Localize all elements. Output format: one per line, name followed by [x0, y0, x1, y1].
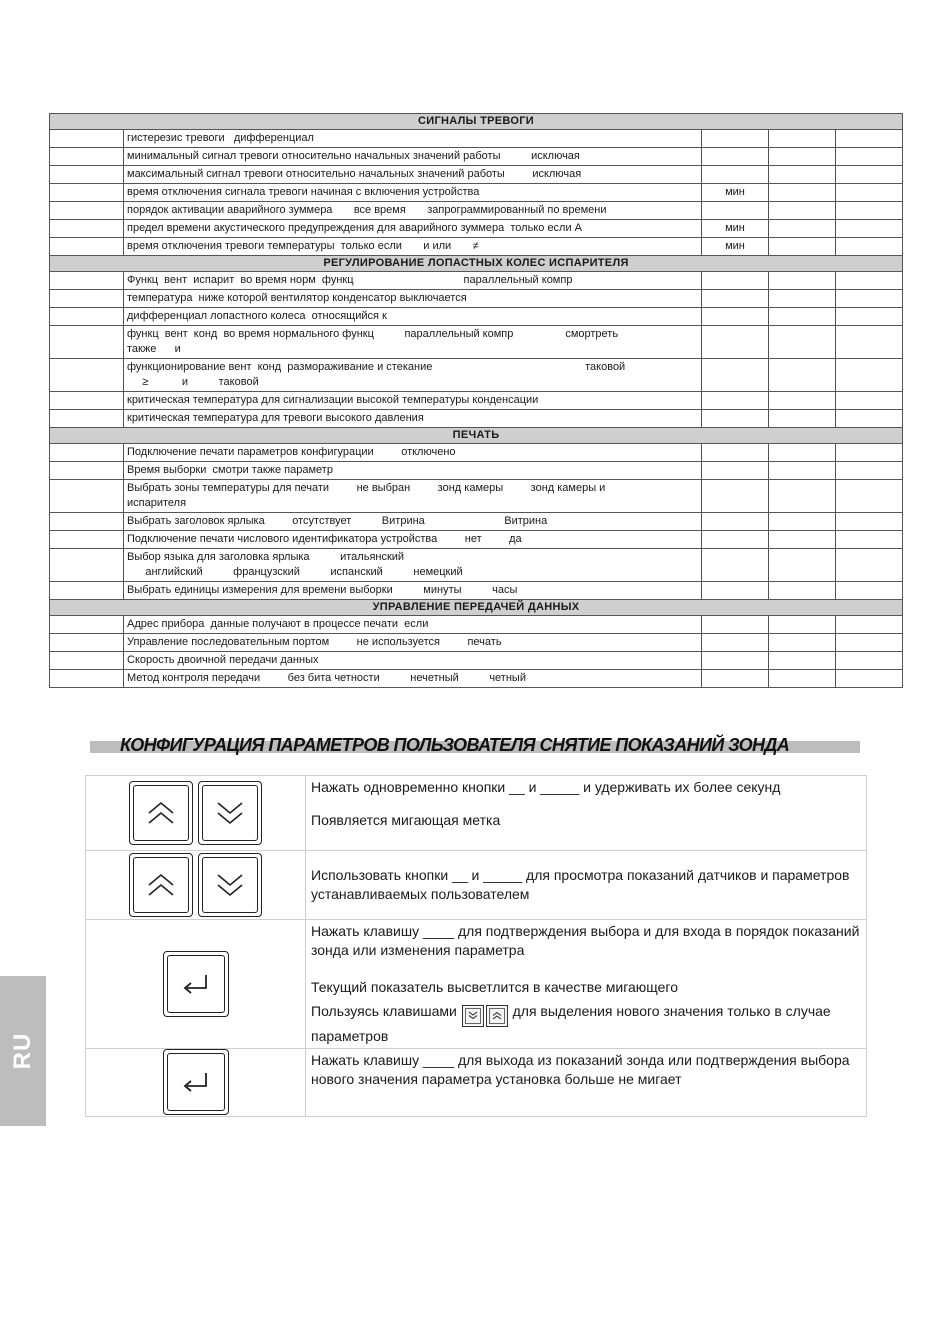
description-cell: предел времени акустического предупреждения для аварийного зуммера только если A: [124, 220, 702, 238]
code-cell: [50, 531, 124, 549]
chevron-double-down-icon: [468, 1011, 478, 1020]
unit-cell: [702, 462, 769, 480]
default-cell: [836, 308, 903, 326]
value-cell: [769, 513, 836, 531]
code-cell: [50, 272, 124, 290]
default-cell: [836, 184, 903, 202]
description-cell: Подключение печати числового идентификатора устройства нет да: [124, 531, 702, 549]
default-cell: [836, 462, 903, 480]
code-cell: [50, 549, 124, 582]
code-cell: [50, 166, 124, 184]
section-title: УПРАВЛЕНИЕ ПЕРЕДАЧЕЙ ДАННЫХ: [50, 600, 903, 616]
default-cell: [836, 410, 903, 428]
instruction-text: [306, 1048, 867, 1116]
key-cell: [86, 851, 306, 920]
default-cell: [836, 670, 903, 688]
instruction-row: [86, 1048, 867, 1116]
code-cell: [50, 652, 124, 670]
description-cell: Время выборки смотри также параметр: [124, 462, 702, 480]
code-cell: [50, 410, 124, 428]
default-cell: [836, 272, 903, 290]
chevron-double-down-icon: [215, 872, 245, 898]
enter-key-button[interactable]: [163, 951, 229, 1017]
chevron-double-up-icon: [146, 800, 176, 826]
default-cell: [836, 444, 903, 462]
description-cell: Выбрать единицы измерения для времени выборки минуты часы: [124, 582, 702, 600]
parameter-row: [50, 616, 903, 634]
enter-icon: [181, 1071, 211, 1093]
parameter-table: [49, 113, 903, 688]
default-cell: [836, 290, 903, 308]
unit-cell: [702, 148, 769, 166]
description-cell: Подключение печати параметров конфигурации отключено: [124, 444, 702, 462]
code-cell: [50, 513, 124, 531]
chevron-double-down-icon: [215, 800, 245, 826]
default-cell: [836, 582, 903, 600]
section-header-row: [50, 256, 903, 272]
instruction-line: Использовать кнопки __ и _____ для просмотра показаний датчиков и параметров устанавливаемых пользователем: [311, 867, 850, 902]
description-cell: Функц вент испарит во время норм функц параллельный компр: [124, 272, 702, 290]
description-cell: максимальный сигнал тревоги относительно начальных значений работы исключая: [124, 166, 702, 184]
unit-cell: [702, 392, 769, 410]
key-cell: [86, 776, 306, 851]
unit-cell: [702, 634, 769, 652]
instruction-row: [86, 920, 867, 1049]
parameter-row: [50, 326, 903, 359]
code-cell: [50, 444, 124, 462]
default-cell: [836, 531, 903, 549]
unit-cell: [702, 290, 769, 308]
parameter-row: [50, 392, 903, 410]
code-cell: [50, 130, 124, 148]
parameter-row: [50, 166, 903, 184]
unit-cell: [702, 513, 769, 531]
instruction-row: [86, 776, 867, 851]
value-cell: [769, 166, 836, 184]
mini-down-key: [462, 1005, 484, 1027]
value-cell: [769, 652, 836, 670]
description-cell: гистерезис тревоги дифференциал: [124, 130, 702, 148]
unit-cell: мин: [702, 220, 769, 238]
value-cell: [769, 238, 836, 256]
code-cell: [50, 634, 124, 652]
value-cell: [769, 582, 836, 600]
code-cell: [50, 359, 124, 392]
section-title: РЕГУЛИРОВАНИЕ ЛОПАСТНЫХ КОЛЕС ИСПАРИТЕЛЯ: [50, 256, 903, 272]
default-cell: [836, 130, 903, 148]
code-cell: [50, 616, 124, 634]
value-cell: [769, 634, 836, 652]
code-cell: [50, 220, 124, 238]
unit-cell: [702, 272, 769, 290]
description-cell: температура ниже которой вентилятор конденсатор выключается: [124, 290, 702, 308]
description-cell: функционирование вент конд размораживание и стекание таковой ≥ и таковой: [124, 359, 702, 392]
default-cell: [836, 392, 903, 410]
unit-cell: [702, 652, 769, 670]
section-title: ПЕЧАТЬ: [50, 428, 903, 444]
chevron-double-up-icon: [492, 1011, 502, 1020]
unit-cell: [702, 549, 769, 582]
value-cell: [769, 148, 836, 166]
instruction-text: [306, 920, 867, 1049]
instruction-row: [86, 851, 867, 920]
code-cell: [50, 290, 124, 308]
description-cell: критическая температура для сигнализации высокой температуры конденсации: [124, 392, 702, 410]
description-cell: дифференциал лопастного колеса относящийся к: [124, 308, 702, 326]
unit-cell: [702, 410, 769, 428]
up-key-button[interactable]: [129, 781, 193, 845]
value-cell: [769, 480, 836, 513]
language-label: RU: [9, 1032, 36, 1070]
parameter-row: [50, 220, 903, 238]
code-cell: [50, 392, 124, 410]
description-cell: время отключения сигнала тревоги начиная с включения устройства: [124, 184, 702, 202]
parameter-row: [50, 290, 903, 308]
code-cell: [50, 462, 124, 480]
unit-cell: мин: [702, 238, 769, 256]
unit-cell: [702, 166, 769, 184]
parameter-row: [50, 462, 903, 480]
parameter-row: [50, 444, 903, 462]
default-cell: [836, 634, 903, 652]
code-cell: [50, 202, 124, 220]
enter-icon: [181, 973, 211, 995]
parameter-row: [50, 480, 903, 513]
description-cell: минимальный сигнал тревоги относительно начальных значений работы исключая: [124, 148, 702, 166]
instruction-line: Нажать клавишу ____ для выхода из показаний зонда или подтверждения выбора нового значения параметра установка больше не мигает: [311, 1051, 850, 1087]
key-cell: [86, 1048, 306, 1116]
language-tab: [0, 976, 46, 1126]
section-title: СИГНАЛЫ ТРЕВОГИ: [50, 114, 903, 130]
enter-key-button[interactable]: [163, 1049, 229, 1115]
instruction-line: Текущий показатель высветлится в качестве мигающего: [311, 979, 679, 995]
parameter-row: [50, 513, 903, 531]
parameter-row: [50, 238, 903, 256]
code-cell: [50, 670, 124, 688]
value-cell: [769, 359, 836, 392]
description-cell: время отключения тревоги температуры только если и или ≠: [124, 238, 702, 256]
parameter-row: [50, 272, 903, 290]
description-cell: критическая температура для тревоги высокого давления: [124, 410, 702, 428]
section-heading: КОНФИГУРАЦИЯ ПАРАМЕТРОВ ПОЛЬЗОВАТЕЛЯ СНЯТИЕ ПОКАЗАНИЙ ЗОНДА: [120, 735, 790, 755]
unit-cell: [702, 444, 769, 462]
unit-cell: [702, 130, 769, 148]
code-cell: [50, 480, 124, 513]
instruction-table: [85, 775, 867, 1117]
description-cell: Метод контроля передачи без бита четности нечетный четный: [124, 670, 702, 688]
parameter-table-body: [50, 114, 903, 688]
value-cell: [769, 616, 836, 634]
default-cell: [836, 238, 903, 256]
instruction-line: [311, 1002, 860, 1046]
default-cell: [836, 202, 903, 220]
value-cell: [769, 326, 836, 359]
default-cell: [836, 549, 903, 582]
unit-cell: [702, 308, 769, 326]
parameter-row: [50, 670, 903, 688]
description-cell: Выбрать заголовок ярлыка отсутствует Витрина Витрина: [124, 513, 702, 531]
down-key-button[interactable]: [198, 853, 262, 917]
value-cell: [769, 462, 836, 480]
parameter-row: [50, 410, 903, 428]
parameter-row: [50, 549, 903, 582]
value-cell: [769, 392, 836, 410]
parameter-row: [50, 184, 903, 202]
instruction-text: [306, 776, 867, 851]
description-cell: Выбрать зоны температуры для печати не выбран зонд камеры зонд камеры и испарителя: [124, 480, 702, 513]
value-cell: [769, 670, 836, 688]
unit-cell: [702, 582, 769, 600]
value-cell: [769, 130, 836, 148]
instruction-line: Нажать одновременно кнопки __ и _____ и удерживать их более секунд: [311, 779, 781, 795]
parameter-row: [50, 308, 903, 326]
value-cell: [769, 290, 836, 308]
value-cell: [769, 549, 836, 582]
code-cell: [50, 238, 124, 256]
value-cell: [769, 202, 836, 220]
unit-cell: [702, 480, 769, 513]
value-cell: [769, 531, 836, 549]
description-cell: Управление последовательным портом не используется печать: [124, 634, 702, 652]
code-cell: [50, 148, 124, 166]
default-cell: [836, 359, 903, 392]
default-cell: [836, 148, 903, 166]
section-header-row: [50, 114, 903, 130]
code-cell: [50, 326, 124, 359]
instruction-fragment: Пользуясь клавишами: [311, 1003, 457, 1019]
default-cell: [836, 616, 903, 634]
parameter-row: [50, 148, 903, 166]
description-cell: Адрес прибора данные получают в процессе печати если: [124, 616, 702, 634]
description-cell: порядок активации аварийного зуммера все время запрограммированный по времени: [124, 202, 702, 220]
key-cell: [86, 920, 306, 1049]
parameter-row: [50, 582, 903, 600]
instruction-line: Нажать клавишу ____ для подтверждения выбора и для входа в порядок показаний зонда или изменения параметра: [311, 923, 860, 958]
parameter-row: [50, 202, 903, 220]
unit-cell: [702, 202, 769, 220]
code-cell: [50, 308, 124, 326]
parameter-row: [50, 359, 903, 392]
default-cell: [836, 166, 903, 184]
value-cell: [769, 184, 836, 202]
instruction-line: Появляется мигающая метка: [311, 812, 501, 828]
default-cell: [836, 480, 903, 513]
unit-cell: мин: [702, 184, 769, 202]
parameter-row: [50, 531, 903, 549]
value-cell: [769, 220, 836, 238]
description-cell: функц вент конд во время нормального функц параллельный компр смортреть также и: [124, 326, 702, 359]
code-cell: [50, 582, 124, 600]
parameter-row: [50, 652, 903, 670]
parameter-row: [50, 634, 903, 652]
up-key-button[interactable]: [129, 853, 193, 917]
parameter-row: [50, 130, 903, 148]
value-cell: [769, 410, 836, 428]
value-cell: [769, 272, 836, 290]
default-cell: [836, 513, 903, 531]
unit-cell: [702, 670, 769, 688]
unit-cell: [702, 359, 769, 392]
description-cell: Выбор языка для заголовка ярлыка итальянский английский французский испанский немецкий: [124, 549, 702, 582]
down-key-button[interactable]: [198, 781, 262, 845]
unit-cell: [702, 616, 769, 634]
section-header-row: [50, 600, 903, 616]
chevron-double-up-icon: [146, 872, 176, 898]
value-cell: [769, 308, 836, 326]
section-header-row: [50, 428, 903, 444]
default-cell: [836, 326, 903, 359]
instruction-fragment: для выделения нового значения только в случае параметров: [311, 1003, 831, 1044]
code-cell: [50, 184, 124, 202]
default-cell: [836, 652, 903, 670]
unit-cell: [702, 531, 769, 549]
instruction-text: [306, 851, 867, 920]
mini-up-key: [486, 1005, 508, 1027]
description-cell: Скорость двоичной передачи данных: [124, 652, 702, 670]
value-cell: [769, 444, 836, 462]
unit-cell: [702, 326, 769, 359]
default-cell: [836, 220, 903, 238]
